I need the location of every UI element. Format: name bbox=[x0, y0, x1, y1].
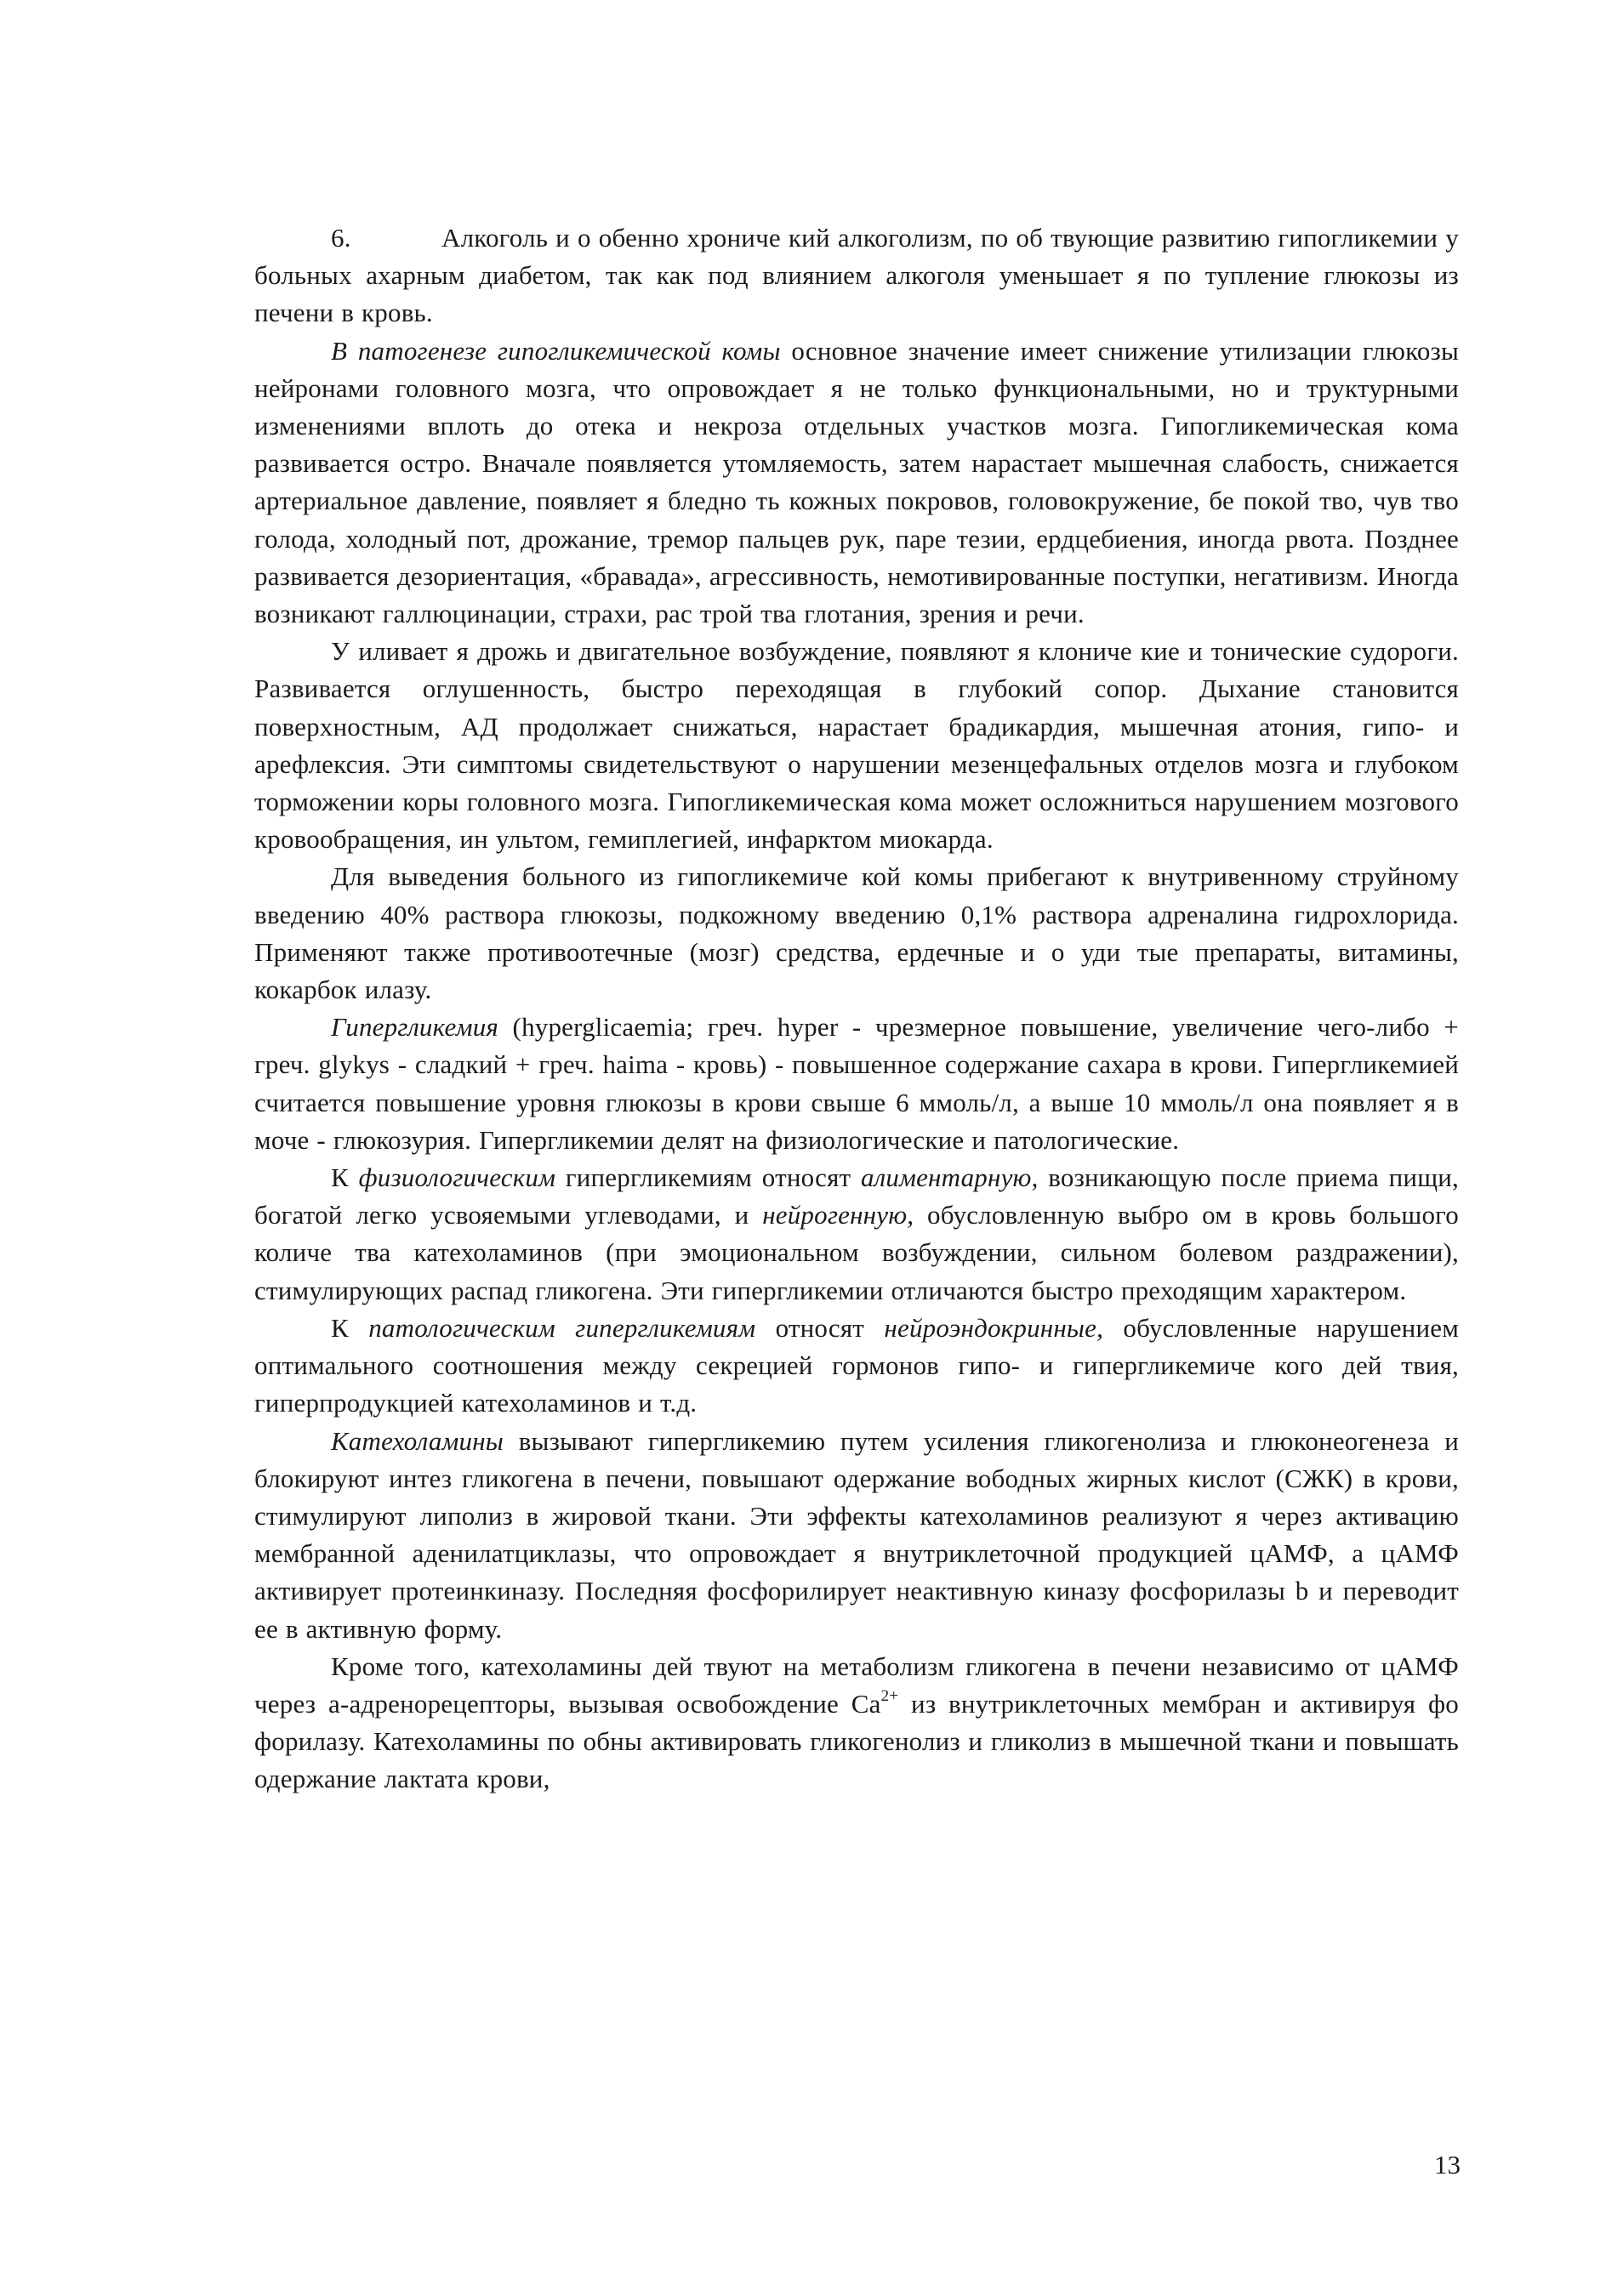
italic-term: нейрогенную, bbox=[762, 1200, 914, 1230]
paragraph-pathological bbox=[254, 1310, 1459, 1423]
paragraph-text: гипергликемиям относят bbox=[555, 1162, 861, 1193]
paragraph-hyperglycemia-definition bbox=[254, 1009, 1459, 1159]
paragraph-physiological bbox=[254, 1159, 1459, 1310]
paragraph-catecholamines bbox=[254, 1423, 1459, 1648]
document-body bbox=[254, 219, 1459, 1799]
paragraph-text: Алкоголь и о обенно хрониче кий алкоголизм, по об твующие развитию гипогликемии у больных ахарным диабетом, так как под влиянием алкоголя уменьшает я по тупление глюкозы из печени в кровь. bbox=[254, 223, 1459, 328]
paragraph-pathogenesis bbox=[254, 332, 1459, 634]
paragraph-text: обусловленные нарушением оптимального соотношения между секрецией гормонов гипо- и гипергликемиче кого дей твия, гиперпродукцией катехоламинов и т.д. bbox=[254, 1312, 1460, 1418]
paragraph-alcohol bbox=[254, 219, 1459, 332]
paragraph-text: вызывают гипергликемию путем усиления гликогенолиза и глюконеогенеза и блокируют интез гликогена в печени, повышают одержание вободных жирных кислот (СЖК) в крови, стимулируют липолиз в жировой ткани. Эти эффекты катехоламинов реализуют я через активацию мембранной аденилатциклазы, что опровождает я внутриклеточной продукцией цАМФ, а цАМФ активирует протеинкиназу. Последняя фосфорилирует неактивную киназу фосфорилазы b и переводит ее в активную форму. bbox=[254, 1425, 1459, 1644]
italic-term: В патогенезе гипогликемической комы bbox=[331, 335, 781, 366]
paragraph-text: К bbox=[331, 1162, 359, 1193]
paragraph-text: основное значение имеет снижение утилизации глюкозы нейронами головного мозга, что опровождает я не только функциональными, но и труктурными изменениями вплоть до отека и некроза отдельных участков мозга. Гипогликемическая кома развивается остро. Вначале появляется утомляемость, затем нарастает мышечная слабость, снижается артериальное давление, появляет я бледно ть кожных покровов, головокружение, бе покой тво, чув тво голода, холодный пот, дрожание, тремор пальцев рук, паре тезии, ердцебиения, иногда рвота. Позднее развивается дезориентация, «бравада», агрессивность, немотивированные поступки, негативизм. Иногда возникают галлюцинации, страхи, рас трой тва глотания, зрения и речи. bbox=[254, 335, 1459, 629]
italic-term: физиологическим bbox=[358, 1162, 556, 1193]
paragraph-text: Для выведения больного из гипогликемиче кой комы прибегают к внутривенному струйному введению 40% раствора глюкозы, подкожному введению 0,1% раствора адреналина гидрохлорида. Применяют также противоотечные (мозг) средства, ердечные и о уди тые препараты, витамины, кокарбок илазу. bbox=[254, 861, 1459, 1005]
italic-term: нейроэндокринные, bbox=[884, 1312, 1104, 1343]
paragraph-text: (hyperglicaemia; греч. hyper - чрезмерное повышение, увеличение чего-либо + греч. glykys - сладкий + греч. haima - кровь) - повышенное содержание сахара в крови. Гипергликемией считается повышение уровня глюкозы в крови свыше 6 ммоль/л, а выше 10 ммоль/л она появляет я в моче - глюкозурия. Гипергликемии делят на физиологические и патологические. bbox=[254, 1012, 1459, 1155]
paragraph-text: относят bbox=[755, 1312, 885, 1343]
paragraph-text: из внутриклеточных мембран и активируя фо форилазу. Катехоламины по обны активировать гликогенолиз и гликолиз в мышечной ткани и повышать одержание лактата крови, bbox=[254, 1688, 1460, 1794]
paragraph-treatment bbox=[254, 858, 1459, 1009]
italic-term: Гипергликемия bbox=[331, 1012, 499, 1043]
paragraph-symptoms bbox=[254, 633, 1459, 858]
page-number: 13 bbox=[1434, 2150, 1461, 2179]
paragraph-text: У иливает я дрожь и двигательное возбуждение, появляют я клониче кие и тонические судороги. Развивается оглушенность, быстро переходящая в глубокий сопор. Дыхание становится поверхностным, АД продолжает снижаться, нарастает брадикардия, мышечная атония, гипо- и арефлексия. Эти симптомы свидетельствуют о нарушении мезенцефальных отделов мозга и глубоком торможении коры головного мозга. Гипогликемическая кома может осложниться нарушением мозгового кровообращения, ин ультом, гемиплегией, инфарктом миокарда. bbox=[254, 636, 1459, 855]
italic-term: Катехоламины bbox=[331, 1425, 504, 1456]
paragraph-camp-independent bbox=[254, 1648, 1459, 1799]
ion-charge-superscript: 2+ bbox=[880, 1686, 899, 1705]
paragraph-text: Кроме того, катехоламины дей твуют на метаболизм гликогена в печени независимо от цАМФ через а-адренорецепторы, вызывая освобождение Са bbox=[254, 1651, 1459, 1719]
italic-term: алиментарную, bbox=[860, 1162, 1039, 1193]
italic-term: патологическим гипергликемиям bbox=[368, 1312, 756, 1343]
paragraph-text: обусловленную выбро ом в кровь большого количе тва катехоламинов (при эмоциональном возбуждении, сильном болевом раздражении), стимулирующих распад гликогена. Эти гипергликемии отличаются быстро преходящим характером. bbox=[254, 1200, 1459, 1305]
paragraph-text: К bbox=[331, 1312, 369, 1343]
paragraph-text: возникающую после приема пищи, богатой легко усвояемыми углеводами, и bbox=[254, 1162, 1460, 1230]
list-number: 6. bbox=[331, 223, 351, 253]
